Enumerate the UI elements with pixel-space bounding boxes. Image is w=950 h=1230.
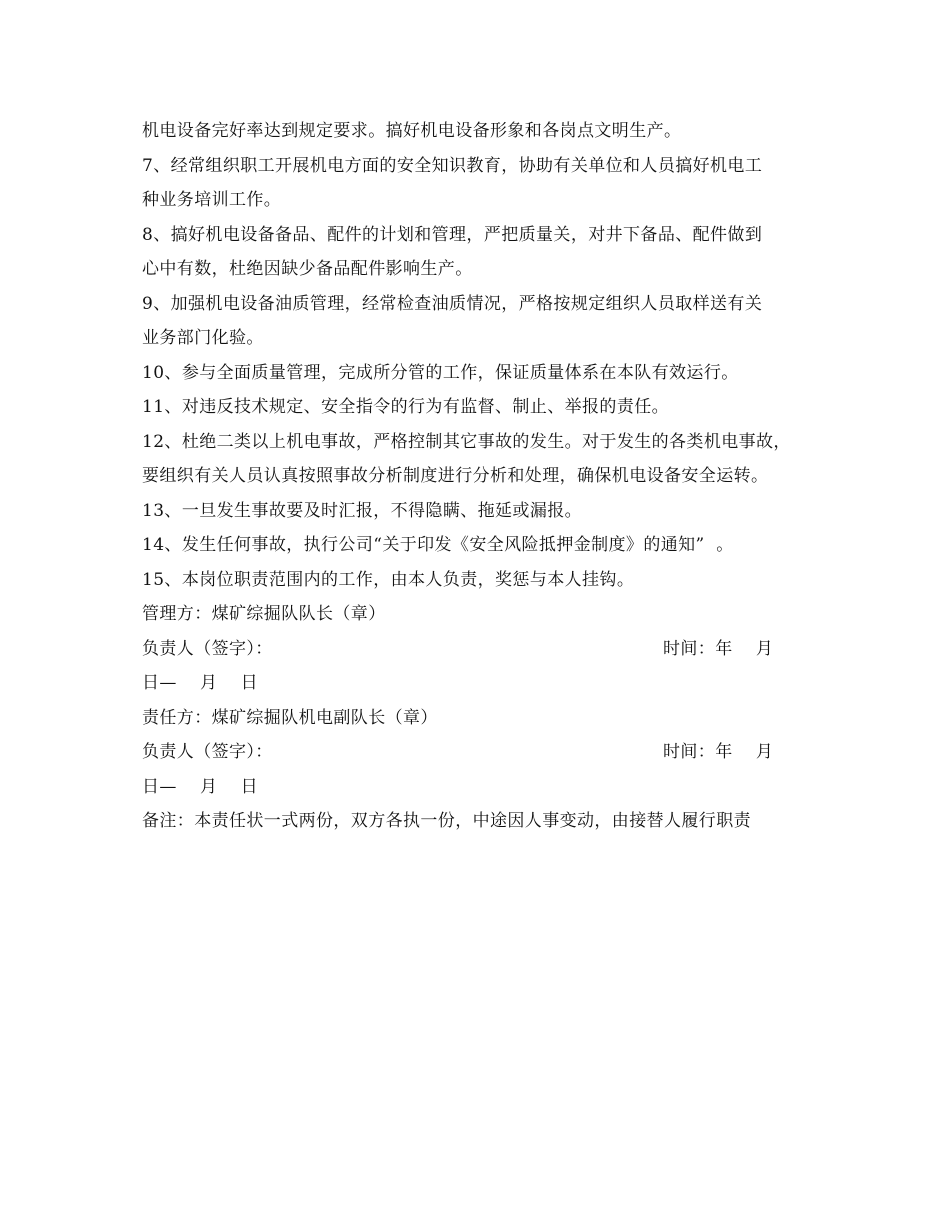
body-line-1: 机电设备完好率达到规定要求。搞好机电设备形象和各岗点文明生产。: [142, 121, 682, 141]
body-line-10: 12、杜绝二类以上机电事故，严格控制其它事故的发生。对于发生的各类机电事故，: [142, 431, 791, 452]
management-time-label: 时间：年 月: [663, 638, 774, 659]
body-line-2: 7、经常组织职工开展机电方面的安全知识教育，协助有关单位和人员搞好机电工: [142, 155, 763, 176]
body-line-14: 15、本岗位职责范围内的工作，由本人负责，奖惩与本人挂钩。: [142, 569, 635, 590]
responsible-time-label: 时间：年 月: [663, 742, 774, 762]
responsible-date-cont: 日— 月 日: [142, 776, 259, 797]
body-line-12: 13、一旦发生事故要及时汇报，不得隐瞒、拖延或漏报。: [142, 500, 583, 521]
management-party: 管理方：煤矿综掘队队长（章）: [142, 604, 386, 624]
document-page: [142, 114, 832, 839]
management-date-cont: 日— 月 日: [142, 673, 259, 693]
body-line-11: 要组织有关人员认真按照事故分析制度进行分析和处理，确保机电设备安全运转。: [142, 466, 769, 486]
body-line-9: 11、对违反技术规定、安全指令的行为有监督、制止、举报的责任。: [142, 397, 670, 417]
body-line-8: 10、参与全面质量管理，完成所分管的工作，保证质量体系在本队有效运行。: [142, 362, 739, 383]
management-signer-label: 负责人（签字）：: [142, 638, 273, 659]
responsible-party: 责任方：煤矿综掘队机电副队长（章）: [142, 707, 438, 728]
note-line: 备注：本责任状一式两份，双方各执一份，中途因人事变动，由接替人履行职责: [142, 811, 751, 831]
body-line-13: 14、发生任何事故，执行公司“关于印发《安全风险抵押金制度》的通知” 。: [142, 535, 734, 555]
body-line-5: 心中有数，杜绝因缺少备品配件影响生产。: [142, 259, 473, 279]
body-line-6: 9、加强机电设备油质管理，经常检查油质情况，严格按规定组织人员取样送有关: [142, 293, 763, 314]
responsible-signature-row: [142, 735, 832, 770]
body-line-7: 业务部门化验。: [142, 328, 264, 348]
body-line-4: 8、搞好机电设备备品、配件的计划和管理，严把质量关，对井下备品、配件做到: [142, 224, 763, 245]
management-signature-row: [142, 632, 832, 667]
responsible-signer-label: 负责人（签字）：: [142, 742, 273, 762]
body-line-3: 种业务培训工作。: [142, 190, 282, 210]
